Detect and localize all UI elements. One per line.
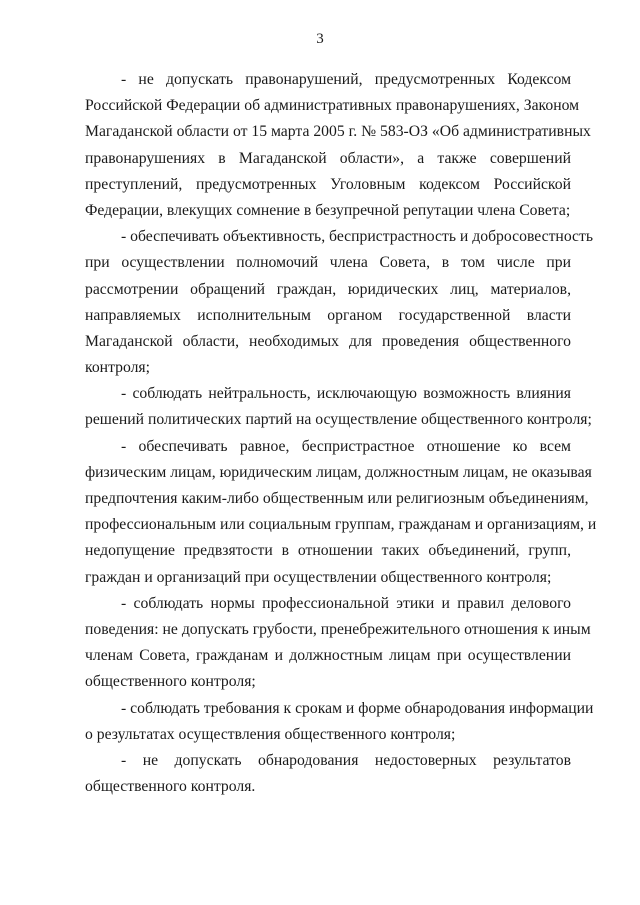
text-line: профессиональным или социальным группам, гражданам и организациям, и: [85, 516, 597, 534]
text-line: правонарушениях в Магаданской области», а также совершений: [85, 149, 571, 167]
text-line: общественного контроля;: [85, 673, 256, 691]
page-number: 3: [316, 31, 324, 47]
paragraph: [85, 591, 591, 696]
text-line: - соблюдать нейтральность, исключающую возможность влияния: [121, 385, 571, 403]
text-line: поведения: не допускать грубости, пренебрежительного отношения к иным: [85, 620, 591, 638]
text-line: при осуществлении полномочий члена Совета, в том числе при: [85, 254, 571, 272]
text-line: Российской Федерации об административных правонарушениях, Законом: [85, 97, 580, 115]
text-line: - соблюдать требования к срокам и форме обнародования информации: [121, 699, 594, 717]
text-line: о результатах осуществления общественного контроля;: [85, 725, 456, 743]
text-line: - не допускать обнародования недостоверных результатов: [121, 751, 571, 769]
text-line: граждан и организаций при осуществлении общественного контроля;: [85, 568, 552, 586]
text-line: физическим лицам, юридическим лицам, должностным лицам, не оказывая: [85, 463, 592, 481]
text-line: - не допускать правонарушений, предусмотренных Кодексом: [121, 71, 571, 88]
text-line: - соблюдать нормы профессиональной этики и правил делового: [121, 594, 571, 612]
text-line: - обеспечивать объективность, беспристрастность и добросовестность: [121, 228, 594, 246]
text-line: решений политических партий на осуществление общественного контроля;: [85, 411, 592, 429]
paragraph: [85, 748, 571, 800]
text-line: общественного контроля.: [85, 778, 256, 796]
text-line: недопущение предвзятости в отношении таких объединений, групп,: [85, 542, 571, 560]
text-line: Магаданской области от 15 марта 2005 г. № 583-ОЗ «Об административных: [85, 123, 591, 141]
text-line: преступлений, предусмотренных Уголовным кодексом Российской: [85, 175, 571, 193]
paragraph: [85, 381, 592, 433]
paragraph: [85, 67, 591, 224]
text-line: - обеспечивать равное, беспристрастное отношение ко всем: [121, 437, 571, 455]
text-line: рассмотрении обращений граждан, юридических лиц, материалов,: [85, 280, 571, 298]
text-line: контроля;: [85, 359, 150, 377]
text-line: направляемых исполнительным органом государственной власти: [85, 306, 571, 324]
text-line: членам Совета, гражданам и должностным лицам при осуществлении: [85, 647, 571, 665]
paragraph: [85, 434, 597, 591]
text-line: Федерации, влекущих сомнение в безупречной репутации члена Совета;: [85, 201, 571, 219]
document-body: [85, 67, 597, 800]
text-line: Магаданской области, необходимых для проведения общественного: [85, 332, 571, 350]
text-line: предпочтения каким-либо общественным или религиозным объединениям,: [85, 490, 589, 507]
paragraph: [85, 696, 594, 748]
paragraph: [85, 224, 594, 381]
